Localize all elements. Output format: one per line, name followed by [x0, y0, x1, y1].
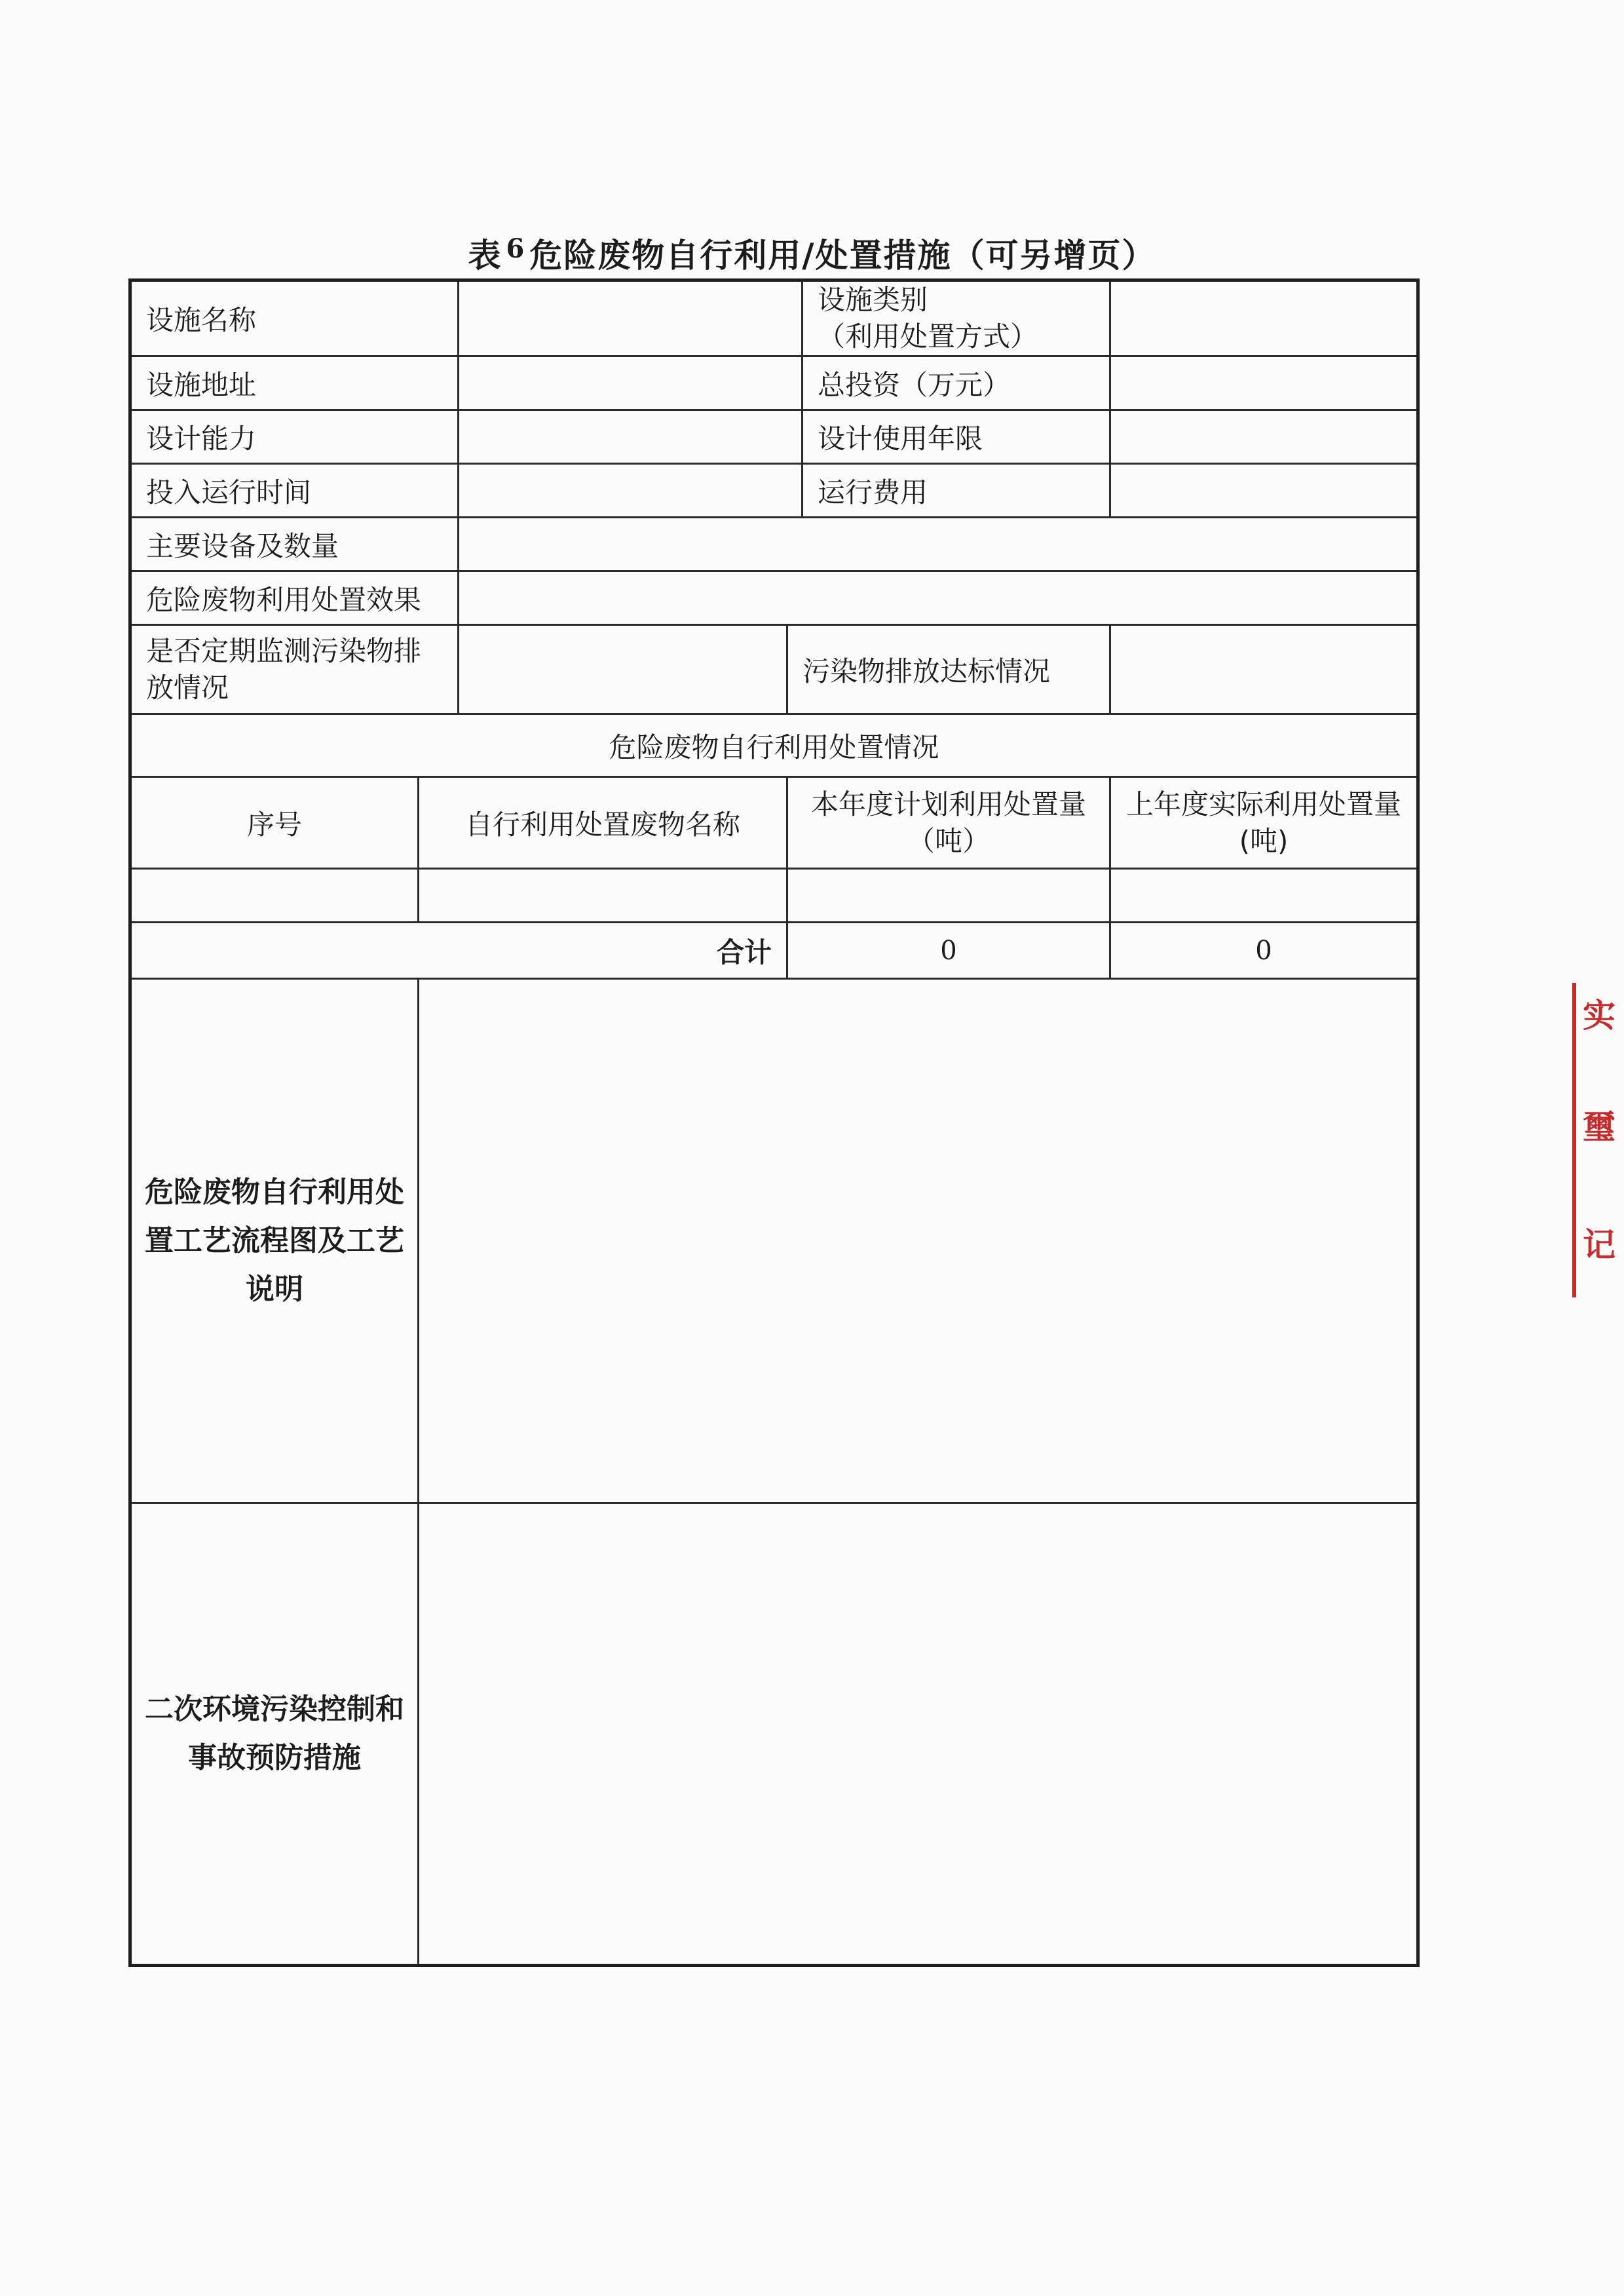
header-actual-amount: 上年度实际利用处置量(吨) — [1110, 777, 1418, 869]
table-row — [130, 571, 1418, 625]
total-investment-value[interactable] — [1110, 356, 1418, 410]
emission-compliance-value[interactable] — [1110, 625, 1418, 714]
operating-cost-value[interactable] — [1110, 464, 1418, 518]
design-capacity-label: 设计能力 — [130, 410, 459, 464]
table-row — [130, 518, 1418, 571]
row-planned-cell[interactable] — [787, 869, 1110, 923]
service-life-value[interactable] — [1110, 410, 1418, 464]
facility-type-label-line2: （利用处置方式） — [818, 320, 1038, 353]
prevention-measures-label: 二次环境污染控制和事故预防措施 — [130, 1503, 419, 1966]
table-header-row — [130, 777, 1418, 869]
table-row — [130, 464, 1418, 518]
table-row — [130, 356, 1418, 410]
total-planned-value: 0 — [787, 923, 1110, 979]
equipment-value[interactable] — [459, 518, 1418, 571]
stamp-char: 记 — [1583, 1225, 1615, 1264]
stamp-char: 璽 — [1583, 1107, 1615, 1146]
facility-type-value[interactable] — [1110, 280, 1418, 356]
monitoring-value[interactable] — [459, 625, 787, 714]
facility-address-label: 设施地址 — [130, 356, 459, 410]
emission-compliance-label: 污染物排放达标情况 — [787, 625, 1110, 714]
title-prefix: 表 — [468, 237, 502, 275]
facility-name-label: 设施名称 — [130, 280, 459, 356]
table-row — [130, 714, 1418, 777]
total-label: 合计 — [130, 923, 787, 979]
facility-type-label-line1: 设施类别 — [818, 284, 928, 316]
equipment-label: 主要设备及数量 — [130, 518, 459, 571]
red-seal-stamp — [1572, 983, 1615, 1297]
monitoring-label: 是否定期监测污染物排放情况 — [130, 625, 459, 714]
table-row — [130, 1503, 1418, 1966]
prevention-measures-content[interactable] — [419, 1503, 1418, 1966]
header-serial: 序号 — [130, 777, 419, 869]
page-title — [0, 220, 1624, 278]
service-life-label: 设计使用年限 — [803, 410, 1110, 464]
total-actual-value: 0 — [1110, 923, 1418, 979]
disposal-effect-label: 危险废物利用处置效果 — [130, 571, 459, 625]
facility-address-value[interactable] — [459, 356, 803, 410]
header-planned-amount: 本年度计划利用处置量（吨） — [787, 777, 1110, 869]
facility-type-label — [803, 280, 1110, 356]
header-waste-name: 自行利用处置废物名称 — [419, 777, 787, 869]
stamp-char: 实 — [1583, 996, 1615, 1035]
row-serial-cell[interactable] — [130, 869, 419, 923]
disposal-measures-table — [128, 278, 1420, 1967]
design-capacity-value[interactable] — [459, 410, 803, 464]
table-row — [130, 410, 1418, 464]
table-row — [130, 979, 1418, 1503]
disposal-effect-value[interactable] — [459, 571, 1418, 625]
row-waste-name-cell[interactable] — [419, 869, 787, 923]
title-number: 6 — [506, 233, 526, 264]
table-row — [130, 280, 1418, 356]
total-row — [130, 923, 1418, 979]
start-time-label: 投入运行时间 — [130, 464, 459, 518]
row-actual-cell[interactable] — [1110, 869, 1418, 923]
start-time-value[interactable] — [459, 464, 803, 518]
table-row — [130, 869, 1418, 923]
title-text: 危险废物自行利用/处置措施（可另增页） — [529, 237, 1156, 275]
disposal-section-title: 危险废物自行利用处置情况 — [130, 714, 1418, 777]
process-flow-content[interactable] — [419, 979, 1418, 1503]
operating-cost-label: 运行费用 — [803, 464, 1110, 518]
process-flow-label: 危险废物自行利用处置工艺流程图及工艺说明 — [130, 979, 419, 1503]
table-row — [130, 625, 1418, 714]
facility-name-value[interactable] — [459, 280, 803, 356]
total-investment-label: 总投资（万元） — [803, 356, 1110, 410]
